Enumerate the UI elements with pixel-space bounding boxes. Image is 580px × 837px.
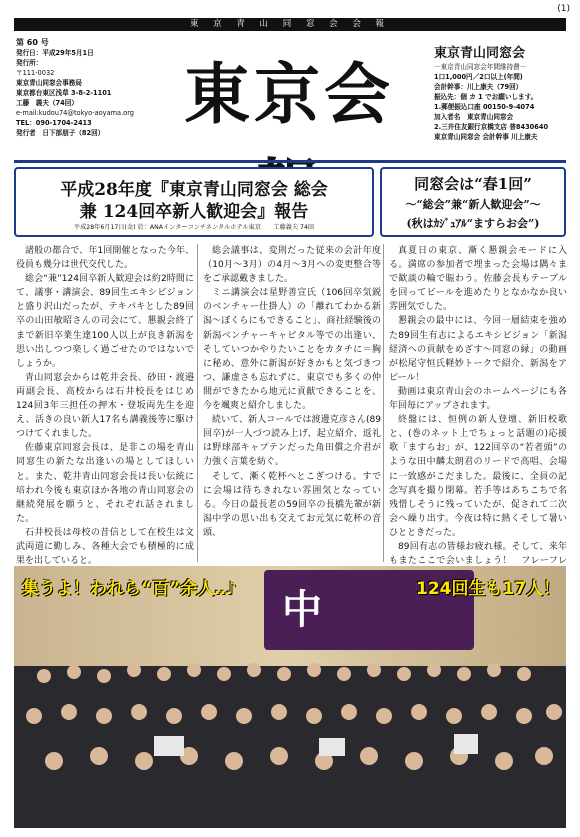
sidebar-notice-line-3: (秋はｶｼﾞｭｱﾙ“ますらお会”)	[406, 217, 540, 230]
paragraph: 真夏日の東京、漸く懇親会モードに入る。満席の参加者で埋まった会場は隅々まで歓談の輪で賑わう。佐藤会長もテーブルを回ってビールを進めたりとなかなか良い雰囲気でした。	[389, 246, 567, 313]
paragraph: 佐藤東京同窓会長は、是非この場を青山同窓生の新たな出逢いの場としてほしいと。また、乾井青山同窓会長は長い伝統に培われ今後も東京ほか各地の青山同窓会の継続発展を願うと、それぞれ話されました。	[16, 443, 194, 524]
masthead-membership-info	[434, 46, 570, 142]
headline-line-2: 兼 124回卒新人歓迎会』報告	[79, 202, 309, 222]
publish-date: 発行日：平成29年5月1日	[16, 49, 94, 57]
issue-number: 第 60 号	[16, 38, 49, 47]
paragraph: そして、漸く乾杯へとこぎつける。すでに会場は待ちきれない雰囲気となっている。今日の最長老の59回卒の長橋先輩が新潟中学の思い出も交えてお元気に乾杯の音頭、	[203, 471, 381, 538]
paragraph: 終盤には、恒例の新人登壇、新旧校歌と、(巻のネット上でちょっと話題の)応援歌「ますらお」が、122回卒の“若者頭”のような田中麟太朗君のリードで高唱、会場に一致感がこだました。最後に、全員の記念写真を撮り閉幕。若手等はあちこちで名残惜しそうに残っていたが、促されて二次会へ繰り出す。今夜は特に熱くそして暑いひとときだった。	[389, 415, 567, 538]
publisher-name: 発行者 日下部朋子（82回）	[16, 129, 105, 137]
crowd-illustration	[14, 626, 566, 828]
photo-caption-left: 集うよ！われら“百”余人‥♪	[22, 579, 237, 599]
article-column-2	[203, 244, 381, 574]
photo-caption-right: 124回生も17人！	[416, 579, 561, 599]
office-contact-name: 工藤 義夫（74回）	[16, 99, 78, 107]
headline-byline: 平成28年6月17日(金) 於：ANAインターコンチネンタルホテル東京 工藤義夫 74回	[73, 224, 315, 231]
paragraph: 青山同窓会からは乾井会長、砂田・渡邉両副会長、高校からは石井校長をはじめ124回3年三担任の押木・登坂両先生を迎え、活きの良い新人17名も講義後等に駆けつけてくれました。	[16, 372, 194, 440]
paragraph: ミニ講演会は星野善宣氏（106回卒気鋭のベンチャー仕掛人）の「離れてわかる新潟～ぼくらにもできること」、商社経験後の新潟ベンチャーキャピタル等での出逢い、そしていつかやりたいことをカタチに＝胸に秘め、意外に新潟が好きかもと気づきつつ、謙虚さも忘れずに、東京でも多くの仲間ができたから地元に貢献できることを、今を颯爽と紹介しました。	[203, 288, 381, 412]
postal-account: 1.郵便振込口座 00150-9-4074	[434, 103, 535, 111]
newsletter-logo	[150, 40, 428, 150]
column-divider	[197, 244, 198, 562]
masthead-publisher-info	[16, 38, 148, 138]
sidebar-notice	[380, 167, 566, 237]
article-column-3	[389, 244, 567, 574]
publisher-label: 発行所：	[16, 59, 43, 67]
paragraph: 総会議事は、変則だった従来の会計年度（10月～3月）の4月～3月への変更整合等をご承認戴きました。	[203, 246, 381, 285]
association-name: 東京青山同窓会	[434, 46, 526, 61]
bank-account-holder: 東京青山同窓会 会計幹事 川上康夫	[434, 133, 538, 141]
office-address: 東京都台東区浅草 3-8-2-1101	[16, 89, 112, 97]
group-photo	[14, 566, 566, 828]
paragraph: 動画は東京青山会のホームページにも各年回毎にアップされます。	[389, 386, 567, 412]
column-divider	[383, 244, 384, 562]
fee-heading: －東京青山同窓会年間維持費－	[434, 63, 527, 71]
headline-box	[14, 167, 374, 237]
postal-account-holder: 加入者名 東京青山同窓会	[434, 113, 514, 121]
paragraph: 89回有志の皆様お疲れ様。そして、来年もまたここで会いましょう！ フレーフレ	[389, 541, 567, 567]
paragraph: 総会“兼”124回卒新人歓迎会は約2時間にて、議事・講演会、89回生エキシビジョンと盛り沢山だったが、テキパキとした89回卒の山田敏昭さんの司会にて、懇親会終了まで新旧卒業生達100人以上が良き新潟を思い出しつつ楽しく過ごせたのではないでしょうか。	[16, 274, 194, 369]
sidebar-notice-line-1: 同窓会は“春1回”	[414, 175, 532, 193]
page-number: (1)	[557, 4, 570, 14]
article-column-1	[16, 244, 194, 574]
postal-code: 〒111-0032	[16, 69, 55, 77]
school-emblem: 中	[282, 586, 322, 633]
bank-account: 2.三井住友銀行京橋支店 普8430640	[434, 123, 549, 131]
treasurer: 会計幹事：川上康夫（79回）	[434, 83, 523, 91]
paragraph: 懇親会の最中には、今回一層結束を強めた89回生有志によるエキシビジョン「新潟経済への貢献をめざす～同窓の縁」の動画が松尾守恒氏軽妙トークで紹介、新潟をアピール！	[389, 316, 567, 383]
transfer-heading: 振込先：個 カ 1 でお願いします。	[434, 93, 538, 101]
headline-line-1: 平成28年度『東京青山同窓会 総会	[60, 180, 328, 200]
masthead-divider	[14, 160, 566, 163]
office-tel: TEL：090-1704-2413	[16, 119, 92, 127]
paragraph: 続いて、新人コールでは渡邊克彦さん(89回卒)が一人づつ読み上げ、起立紹介、返礼は野球部キャプテンだった角田償之介君が力強く言葉を紡ぐ。	[203, 415, 381, 468]
office-name: 東京青山同窓会事務局	[16, 79, 82, 87]
newsletter-logo-text: 東京会	[184, 55, 394, 133]
paragraph: 石井校長は母校の昔信として在校生は文武両道に勤しみ、各種大会でも積極的に成果を出していると。	[16, 527, 194, 567]
fee-amount: 1口1,000円／2口以上(年間)	[434, 73, 523, 81]
office-email: e-mail:kudou74@tokyo-aoyama.org	[16, 109, 134, 117]
sidebar-notice-line-2: ～“総会”兼“新人歓迎会”～	[405, 198, 541, 211]
top-banner: 東 京 青 山 同 窓 会 会 報	[14, 18, 566, 31]
paragraph: 諸般の都合で、年1回開催となった今年、役員も幾分は世代交代した。	[16, 246, 194, 271]
